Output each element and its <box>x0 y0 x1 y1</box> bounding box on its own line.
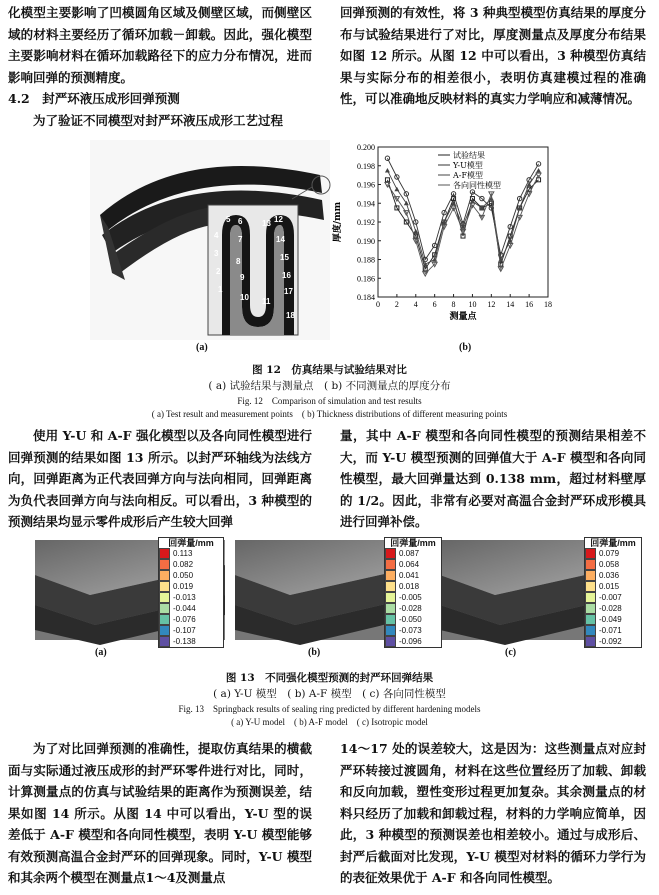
top-left-column <box>8 2 312 131</box>
paragraph: 为了验证不同模型对封严环液压成形工艺过程 <box>33 112 284 128</box>
figure-12 <box>0 135 659 419</box>
figure-13-caption: 图 13 不同强化模型预测的封严环回弹结果 <box>225 672 434 684</box>
legend-swatch <box>159 603 170 614</box>
measurement-point-label: 10 <box>240 293 249 302</box>
measurement-point-label: 5 <box>226 215 231 224</box>
thickness-chart <box>330 137 570 337</box>
measurement-point-label: 14 <box>276 235 285 244</box>
legend-entry <box>585 570 641 581</box>
legend-panel-b <box>384 537 442 648</box>
legend-swatch <box>585 625 596 636</box>
subfigure-b-label: (b) <box>308 647 321 658</box>
subfigure-b-label: (b) <box>459 342 472 353</box>
legend-swatch <box>585 581 596 592</box>
paragraph: 为了对比回弹预测的准确性，提取仿真结果的横截面与实际通过液压成形的封严环零件进行对比，同时，计算测量点的仿真与试验结果的距离作为预测误差，结果如图 14 所示。从图 14 中可以看出，Y-U 型的误差低于 A-F 模型和各向同性模型，表明 Y-U 模型能够有效预测高温合金封严环的回弹现象。同时，Y-U 模型和其余两个模型在测量点1～4及测量点 <box>8 741 312 885</box>
legend-value: 0.018 <box>399 581 420 591</box>
y-tick-label: 0.186 <box>357 274 375 284</box>
figure-13-subcaption-en: ( a) Y-U model ( b) A-F model ( c) Isotropic model <box>231 717 428 727</box>
legend-value: 0.113 <box>173 548 193 558</box>
measurement-point-label: 2 <box>216 267 221 276</box>
legend-label: A-F模型 <box>453 171 484 180</box>
legend-value: -0.073 <box>399 625 422 635</box>
springback-panels <box>0 535 659 655</box>
data-point <box>385 168 390 173</box>
legend-entry <box>585 581 641 592</box>
legend-swatch <box>385 581 396 592</box>
legend-value: -0.049 <box>599 614 622 624</box>
legend-value: -0.028 <box>599 603 622 613</box>
legend-swatch <box>159 614 170 625</box>
x-tick-label: 0 <box>376 300 380 309</box>
paragraph: 化模型主要影响了凹模圆角区域及侧壁区域，而侧壁区域的材料主要经历了循环加载－卸载。因此，强化模型主要影响材料在循环加载路径下的应力分布情况，进而影响回弹的预测精度。 <box>8 5 312 85</box>
subfigure-c-label: (c) <box>505 647 517 658</box>
legend-entry <box>585 636 641 647</box>
legend-swatch <box>385 548 396 559</box>
legend-entry <box>159 636 223 647</box>
legend-swatch <box>585 592 596 603</box>
x-tick-label: 8 <box>451 300 456 309</box>
data-point <box>394 187 399 192</box>
legend-entry <box>385 603 441 614</box>
measurement-point-label: 18 <box>286 311 295 320</box>
y-tick-label: 0.200 <box>357 143 375 152</box>
legend-entry <box>159 592 223 603</box>
data-point <box>536 168 541 173</box>
measurement-point-label: 12 <box>274 215 283 224</box>
legend-value: 0.015 <box>599 581 620 591</box>
legend-swatch <box>585 603 596 614</box>
legend-value: 0.082 <box>173 559 194 569</box>
legend-entry <box>159 548 223 559</box>
paragraph: 使用 Y-U 和 A-F 强化模型以及各向同性模型进行回弹预测的结果如图 13 所示。以封严环轴线为法线方向，回弹距离为正代表回弹方向与法向相同，回弹距离为负代表回弹方向与法向相反。可以看出，3 种模型的预测结果均显示零件成形后产生较大回弹 <box>8 428 312 529</box>
measurement-point-label: 15 <box>280 253 289 262</box>
legend-swatch <box>159 559 170 570</box>
legend-entry <box>385 581 441 592</box>
measurement-point-label: 6 <box>238 217 243 226</box>
legend-swatch <box>385 614 396 625</box>
mid-right-column <box>340 425 646 533</box>
legend-value: 0.041 <box>399 570 420 580</box>
figure-13-subcaption: ( a) Y-U 模型 ( b) A-F 模型 ( c) 各向同性模型 <box>213 688 446 700</box>
measurement-point-label: 1 <box>218 285 223 294</box>
y-tick-label: 0.192 <box>357 218 375 227</box>
legend-swatch <box>585 570 596 581</box>
x-tick-label: 4 <box>413 300 418 309</box>
figure-12-caption: 图 12 仿真结果与试验结果对比 <box>252 364 407 376</box>
legend-swatch <box>585 559 596 570</box>
legend-entry <box>585 548 641 559</box>
x-tick-label: 2 <box>394 300 399 309</box>
legend-swatch <box>385 559 396 570</box>
legend-title: 回弹量/mm <box>168 538 214 548</box>
legend-title: 回弹量/mm <box>390 538 436 548</box>
legend-value: -0.050 <box>399 614 422 624</box>
legend-swatch <box>385 570 396 581</box>
legend-entry <box>585 592 641 603</box>
legend-value: -0.071 <box>599 625 622 635</box>
measurement-point-label: 13 <box>262 219 271 228</box>
bottom-left-column <box>8 738 312 889</box>
legend-swatch <box>585 614 596 625</box>
legend-value: -0.076 <box>173 614 196 624</box>
legend-entry <box>585 625 641 636</box>
x-tick-label: 10 <box>468 300 477 309</box>
legend-title: 回弹量/mm <box>590 538 636 548</box>
legend-entry <box>159 559 223 570</box>
legend-entry <box>385 636 441 647</box>
measurement-point-label: 16 <box>282 271 291 280</box>
subfigure-a-label: (a) <box>196 342 208 353</box>
y-tick-label: 0.196 <box>357 180 375 190</box>
legend-swatch <box>385 603 396 614</box>
figure-12-subcaption: ( a) 试验结果与测量点 ( b) 不同测量点的厚度分布 <box>208 380 451 392</box>
legend-value: -0.107 <box>173 625 196 635</box>
y-tick-label: 0.184 <box>357 293 375 302</box>
legend-label: 试验结果 <box>453 151 485 160</box>
measurement-point-label: 4 <box>214 231 219 240</box>
figure-13 <box>0 535 659 730</box>
legend-swatch <box>159 636 170 647</box>
measurement-point-label: 9 <box>240 273 245 282</box>
x-tick-label: 6 <box>432 300 437 309</box>
y-tick-label: 0.188 <box>357 255 375 265</box>
legend-value: -0.096 <box>399 636 422 646</box>
legend-value: -0.092 <box>599 636 622 646</box>
legend-entry <box>585 603 641 614</box>
x-tick-label: 14 <box>506 300 515 309</box>
figure-12-subcaption-en: ( a) Test result and measurement points ( b) Thickness distributions of different measuring points <box>151 409 508 419</box>
y-axis-label: 厚度/mm <box>333 201 343 243</box>
x-axis-label: 测量点 <box>449 312 477 322</box>
paragraph: 回弹预测的有效性，将 3 种典型模型仿真结果的厚度分布与试验结果进行了对比，厚度测量点及厚度分布结果如图 12 所示。从图 12 中可以看出，3 种模型仿真结果与实际分布的相差很小，表明仿真建模过程的准确性，可以准确地反映材料的真实力学响应和减薄情况。 <box>340 5 646 106</box>
legend-entry <box>159 603 223 614</box>
legend-value: 0.050 <box>173 570 194 580</box>
legend-value: 0.019 <box>173 581 194 591</box>
paragraph: 14～17 处的误差较大，这是因为：这些测量点对应封严环转接过渡圆角，材料在这些位置经历了加载、卸载和反向加载，塑性变形过程更加复杂。其余测量点的材料只经历了加载和卸载过程，材料的力学响应简单，因此，3 种模型的预测误差也相差较小。通过与成形后、封严后截面对比发现，Y-U 模型对材料的循环力学行为的表征效果优于 A-F 和各向同性模型。 <box>340 741 646 885</box>
legend-swatch <box>385 625 396 636</box>
legend-entry <box>385 614 441 625</box>
legend-value: -0.138 <box>173 636 196 646</box>
legend-value: -0.007 <box>599 592 622 602</box>
legend-value: 0.058 <box>599 559 620 569</box>
legend-entry <box>385 570 441 581</box>
top-right-column <box>340 2 646 110</box>
legend-entry <box>159 570 223 581</box>
x-tick-label: 16 <box>525 300 534 309</box>
legend-entry <box>385 559 441 570</box>
legend-value: 0.079 <box>599 548 620 558</box>
legend-label: 各向同性模型 <box>453 181 501 190</box>
measurement-point-label: 7 <box>238 235 243 244</box>
measurement-point-label: 8 <box>236 257 241 266</box>
legend-panel-a <box>158 537 224 648</box>
measurement-point-label: 3 <box>214 249 219 258</box>
legend-swatch <box>385 636 396 647</box>
x-tick-label: 18 <box>544 300 552 309</box>
legend-entry <box>385 548 441 559</box>
legend-value: -0.005 <box>399 592 422 602</box>
measurement-point-label: 17 <box>284 287 293 296</box>
legend-entry <box>159 614 223 625</box>
y-tick-label: 0.190 <box>357 236 375 246</box>
section-heading: 4.2 封严环液压成形回弹预测 <box>8 91 180 106</box>
legend-entry <box>585 559 641 570</box>
legend-swatch <box>585 548 596 559</box>
y-tick-label: 0.194 <box>357 199 375 209</box>
legend-value: -0.013 <box>173 592 196 602</box>
x-tick-label: 12 <box>487 300 496 309</box>
legend-value: 0.064 <box>399 559 420 569</box>
legend-swatch <box>159 548 170 559</box>
legend-entry <box>159 625 223 636</box>
legend-swatch <box>385 592 396 603</box>
y-tick-label: 0.198 <box>357 161 375 171</box>
legend-label: Y-U模型 <box>453 161 483 170</box>
measurement-point-label: 11 <box>262 297 271 306</box>
legend-swatch <box>159 592 170 603</box>
legend-swatch <box>585 636 596 647</box>
legend-panel-c <box>584 537 642 648</box>
legend-entry <box>385 592 441 603</box>
figure-12-caption-en: Fig. 12 Comparison of simulation and test results <box>237 396 422 406</box>
subfigure-a-label: (a) <box>95 647 107 658</box>
legend-value: 0.036 <box>599 570 620 580</box>
legend-entry <box>159 581 223 592</box>
legend-swatch <box>159 581 170 592</box>
bottom-right-column <box>340 738 646 889</box>
legend-swatch <box>159 570 170 581</box>
legend-entry <box>385 625 441 636</box>
legend-swatch <box>159 625 170 636</box>
legend-value: 0.087 <box>399 548 420 558</box>
legend-entry <box>585 614 641 625</box>
legend-value: -0.044 <box>173 603 196 613</box>
paragraph: 量，其中 A-F 模型和各向同性模型的预测结果相差不大，而 Y-U 模型预测的回弹值大于 A-F 模型和各向同性模型，最大回弹量达到 0.138 mm，超过材料壁厚的 1/2。因此，非常有必要对高温合金封严环成形模具进行回弹补偿。 <box>340 428 646 529</box>
figure-13-caption-en: Fig. 13 Springback results of sealing ring predicted by different hardening models <box>178 704 481 714</box>
legend-value: -0.028 <box>399 603 422 613</box>
mid-left-column <box>8 425 312 533</box>
